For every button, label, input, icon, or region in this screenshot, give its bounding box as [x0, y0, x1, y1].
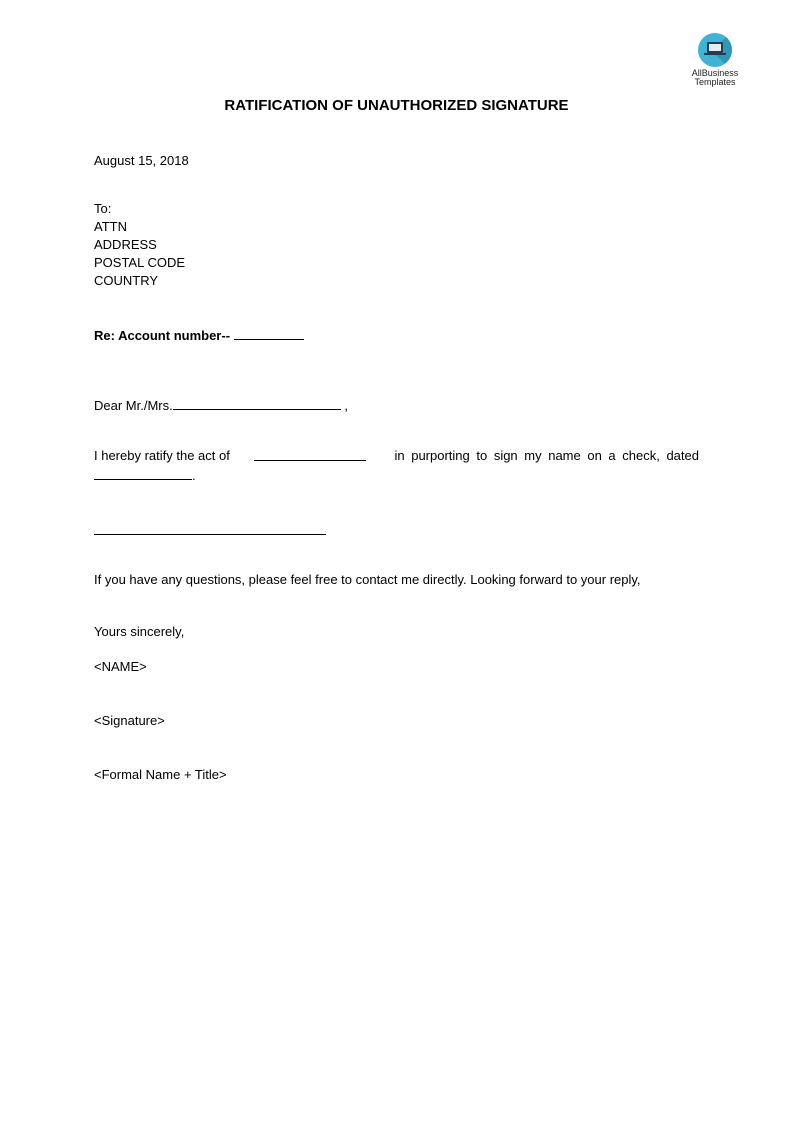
body-paragraph-line1 — [94, 448, 699, 463]
signature-line[interactable] — [94, 534, 326, 535]
formal-name-placeholder: <Formal Name + Title> — [94, 767, 227, 782]
logo-text-line1: AllBusiness — [691, 68, 739, 78]
re-account-line — [94, 327, 304, 343]
logo-text-line2: Templates — [694, 77, 736, 87]
body-part3: . — [192, 468, 196, 483]
salutation-line — [94, 397, 348, 413]
closing-text: If you have any questions, please feel free to contact me directly. Looking forward to your reply, — [94, 572, 641, 587]
body-part2: in purporting to sign my name on a check, dated — [394, 448, 699, 463]
body-paragraph-line2 — [94, 467, 196, 483]
account-number-blank[interactable] — [234, 327, 304, 340]
re-account-label: Re: Account number-- — [94, 328, 234, 343]
name-placeholder: <NAME> — [94, 659, 147, 674]
actor-name-blank[interactable] — [254, 448, 366, 461]
allbusiness-logo — [688, 33, 742, 87]
recipient-country: COUNTRY — [94, 273, 159, 288]
recipient-to: To: — [94, 201, 112, 216]
check-date-blank[interactable] — [94, 467, 192, 480]
recipient-postal-code: POSTAL CODE — [94, 255, 186, 270]
letter-date: August 15, 2018 — [94, 153, 189, 168]
recipient-address: ADDRESS — [94, 237, 157, 252]
recipient-attn: ATTN — [94, 219, 127, 234]
recipient-name-blank[interactable] — [173, 397, 341, 410]
body-part1: I hereby ratify the act of — [94, 448, 230, 463]
laptop-icon — [698, 33, 732, 67]
document-title: RATIFICATION OF UNAUTHORIZED SIGNATURE — [224, 97, 569, 114]
signature-placeholder: <Signature> — [94, 713, 165, 728]
salutation-prefix: Dear Mr./Mrs. — [94, 398, 173, 413]
salutation-suffix: , — [340, 398, 348, 413]
sign-off: Yours sincerely, — [94, 624, 185, 639]
